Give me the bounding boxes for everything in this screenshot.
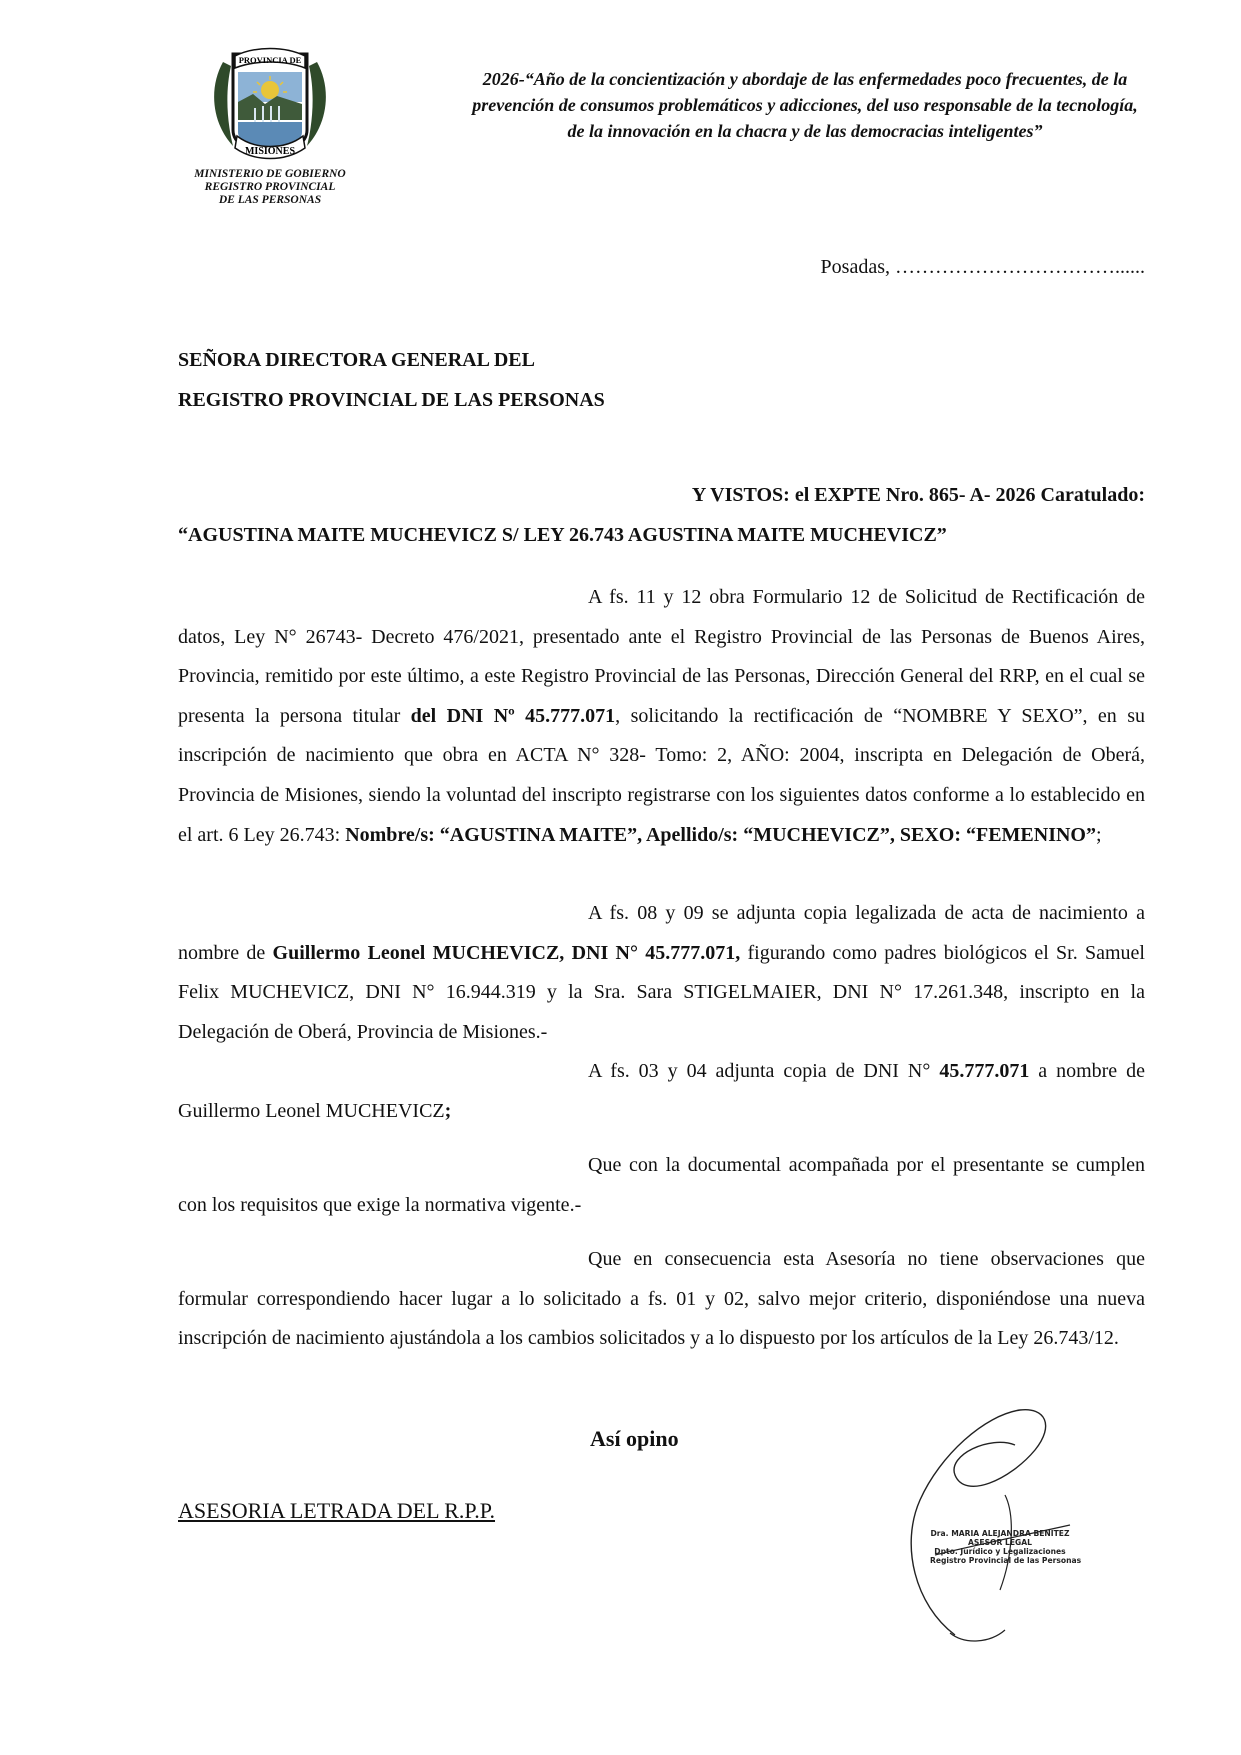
logo-text-top: PROVINCIA DE xyxy=(238,55,302,65)
stamp-line: ASESOR LEGAL xyxy=(968,1538,1032,1547)
stamp-line: Registro Provincial de las Personas xyxy=(930,1556,1082,1565)
addressee-line: REGISTRO PROVINCIAL DE LAS PERSONAS xyxy=(178,389,605,411)
stamp-line: Dra. MARIA ALEJANDRA BENITEZ xyxy=(930,1529,1070,1538)
paragraph-3: A fs. 03 y 04 adjunta copia de DNI N° 45.777.071 a nombre de Guillermo Leonel MUCHEVICZ; xyxy=(178,1060,1146,1122)
logo-text-bottom: MISIONES xyxy=(244,146,296,157)
paragraph-2: A fs. 08 y 09 se adjunta copia legalizada de acta de nacimiento a nombre de Guillermo Leonel MUCHEVICZ, DNI N° 45.777.071, figurando como padres biológicos el Sr. Samuel Felix MUCHEVICZ, DNI N° 16.944.319 y la Sra. Sara STIGELMAIER, DNI N° 17.261.348, inscripto en la Delegación de Oberá, Provincia de Misiones.- xyxy=(178,902,1145,1043)
provincia-de-misiones-seal xyxy=(205,42,335,160)
ministry-line: DE LAS PERSONAS xyxy=(218,194,322,206)
signature-office: ASESORIA LETRADA DEL R.P.P. xyxy=(178,1498,496,1523)
stamp-line: Dpto. Jurídico y Legalizaciones xyxy=(934,1547,1066,1556)
motto-line: 2026-“Año de la concientización y abordaje de las enfermedades poco frecuentes, de la xyxy=(482,69,1128,89)
addressee-line: SEÑORA DIRECTORA GENERAL DEL xyxy=(178,349,535,371)
ministry-line: MINISTERIO DE GOBIERNO xyxy=(194,168,346,180)
paragraph-1: A fs. 11 y 12 obra Formulario 12 de Solicitud de Rectificación de datos, Ley N° 26743- Decreto 476/2021, presentado ante el Registro Provincial de las Personas de Buenos Aires, Provincia, remitido por este último, a este Registro Provincial de las Personas, Dirección General del RRP, en el cual se presenta la persona titular del DNI Nº 45.777.071, solicitando la rectificación de “NOMBRE Y SEXO”, en su inscripción de nacimiento que obra en ACTA N° 328- Tomo: 2, AÑO: 2004, inscripta en Delegación de Oberá, Provincia de Misiones, siendo la voluntad del inscripto registrarse con los siguientes datos conforme a lo establecido en el art. 6 Ley 26.743: Nombre/s: “AGUSTINA MAITE”, Apellido/s: “MUCHEVICZ”, SEXO: “FEMENINO”; xyxy=(178,586,1145,846)
vistos-line-1: Y VISTOS: el EXPTE Nro. 865- A- 2026 Caratulado: xyxy=(691,484,1145,506)
motto-line: de la innovación en la chacra y de las democracias inteligentes” xyxy=(567,121,1043,141)
paragraph-4: Que con la documental acompañada por el presentante se cumplen con los requisitos que exige la normativa vigente.- xyxy=(178,1154,1145,1216)
vistos-block xyxy=(178,476,1145,555)
vistos-line-2: “AGUSTINA MAITE MUCHEVICZ S/ LEY 26.743 AGUSTINA MAITE MUCHEVICZ” xyxy=(178,523,947,546)
closing: Así opino xyxy=(590,1426,679,1451)
ministry-line: REGISTRO PROVINCIAL xyxy=(204,181,336,193)
place-date: Posadas, ……………………………...... xyxy=(820,256,1145,278)
motto-line: prevención de consumos problemáticos y adicciones, del uso responsable de la tecnología, xyxy=(472,95,1138,115)
year-motto xyxy=(410,66,1200,144)
addressee xyxy=(178,340,605,420)
legal-advisor-stamp xyxy=(930,1529,1082,1565)
paragraph-5: Que en consecuencia esta Asesoría no tiene observaciones que formular correspondiendo hacer lugar a lo solicitado a fs. 01 y 02, salvo mejor criterio, disponiéndose una nueva inscripción de nacimiento ajustándola a los cambios solicitados y a lo dispuesto por los artículos de la Ley 26.743/12. xyxy=(178,1248,1145,1350)
ministry-label xyxy=(170,168,370,207)
